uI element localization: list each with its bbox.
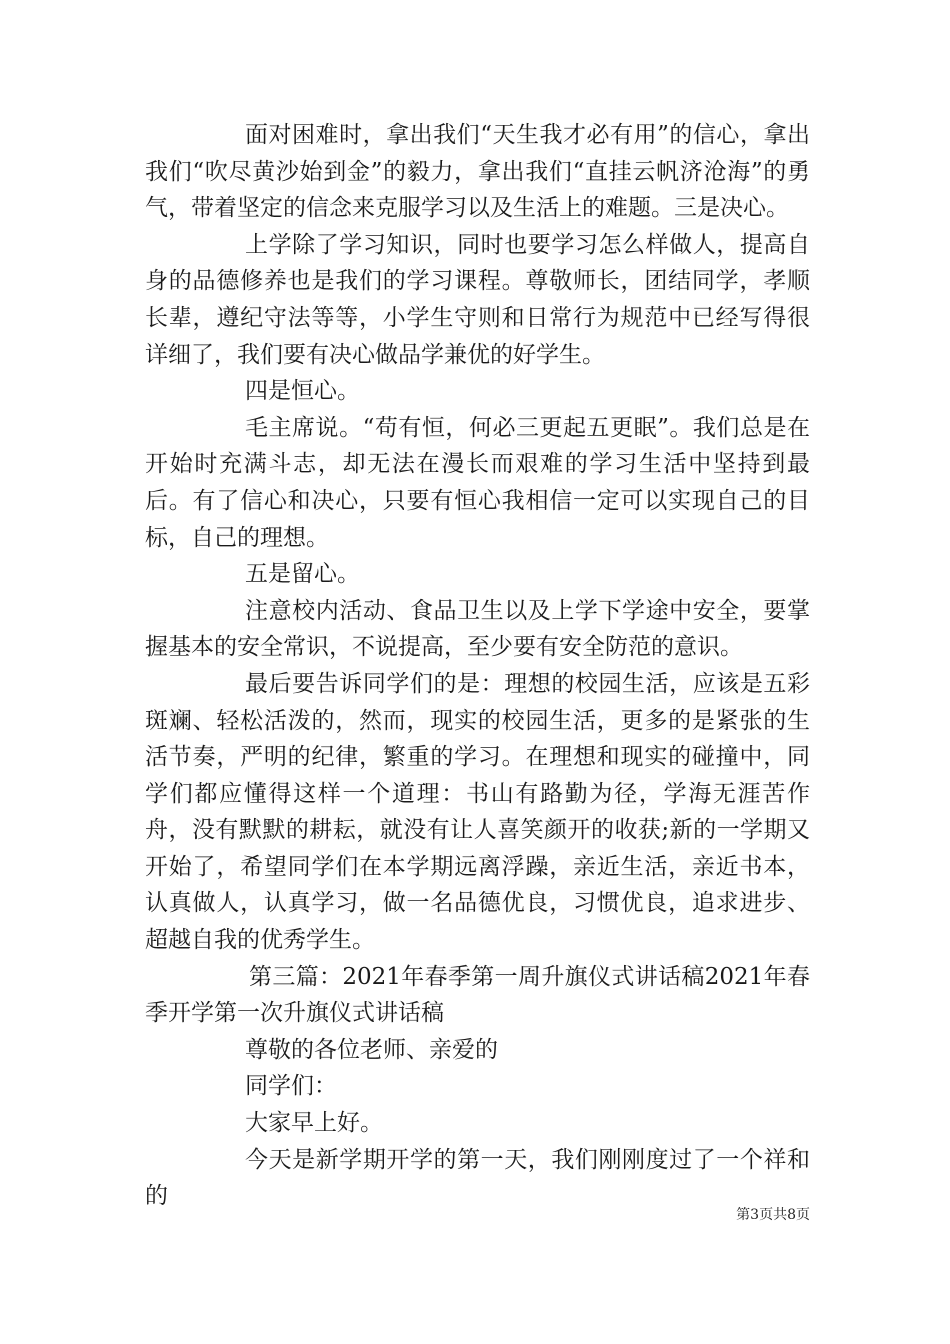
document-body xyxy=(145,117,810,1215)
salutation-students: 同学们： xyxy=(245,1073,337,1100)
salutation-teachers: 尊敬的各位老师、亲爱的 xyxy=(245,1036,498,1063)
heading-attentiveness: 五是留心。 xyxy=(245,561,360,588)
paragraph-perseverance: 毛主席说。“苟有恒，何必三更起五更眠”。我们总是在开始时充满斗志，却无法在漫长而艰难的学习生活中坚持到最后。有了信心和决心，只要有恒心我相信一定可以实现自己的目标，自己的理想。 xyxy=(145,414,810,551)
greeting: 大家早上好。 xyxy=(245,1110,383,1137)
section-title-third: 第三篇：2021年春季第一周升旗仪式讲话稿2021年春季开学第一次升旗仪式讲话稿 xyxy=(145,963,810,1027)
heading-perseverance: 四是恒心。 xyxy=(245,378,360,405)
paragraph-opening: 今天是新学期开学的第一天，我们刚刚度过了一个祥和的 xyxy=(145,1146,810,1210)
paragraph-safety: 注意校内活动、食品卫生以及上学下学途中安全，要掌握基本的安全常识，不说提高，至少要有安全防范的意识。 xyxy=(145,597,810,661)
paragraph-confidence: 面对困难时，拿出我们“天生我才必有用”的信心，拿出我们“吹尽黄沙始到金”的毅力，拿出我们“直挂云帆济沧海”的勇气，带着坚定的信念来克服学习以及生活上的难题。三是决心。 xyxy=(145,122,810,222)
paragraph-conclusion: 最后要告诉同学们的是：理想的校园生活，应该是五彩斑斓、轻松活泼的，然而，现实的校园生活，更多的是紧张的生活节奏，严明的纪律，繁重的学习。在理想和现实的碰撞中，同学们都应懂得这样一个道理：书山有路勤为径，学海无涯苦作舟，没有默默的耕耘，就没有让人喜笑颜开的收获;新的一学期又开始了，希望同学们在本学期远离浮躁，亲近生活，亲近书本，认真做人，认真学习，做一名品德优良，习惯优良，追求进步、超越自我的优秀学生。 xyxy=(145,670,810,954)
paragraph-determination: 上学除了学习知识，同时也要学习怎么样做人，提高自身的品德修养也是我们的学习课程。尊敬师长，团结同学，孝顺长辈，遵纪守法等等，小学生守则和日常行为规范中已经写得很详细了，我们要有决心做品学兼优的好学生。 xyxy=(145,231,810,368)
page-number-footer: 第3页共8页 xyxy=(736,1207,810,1223)
